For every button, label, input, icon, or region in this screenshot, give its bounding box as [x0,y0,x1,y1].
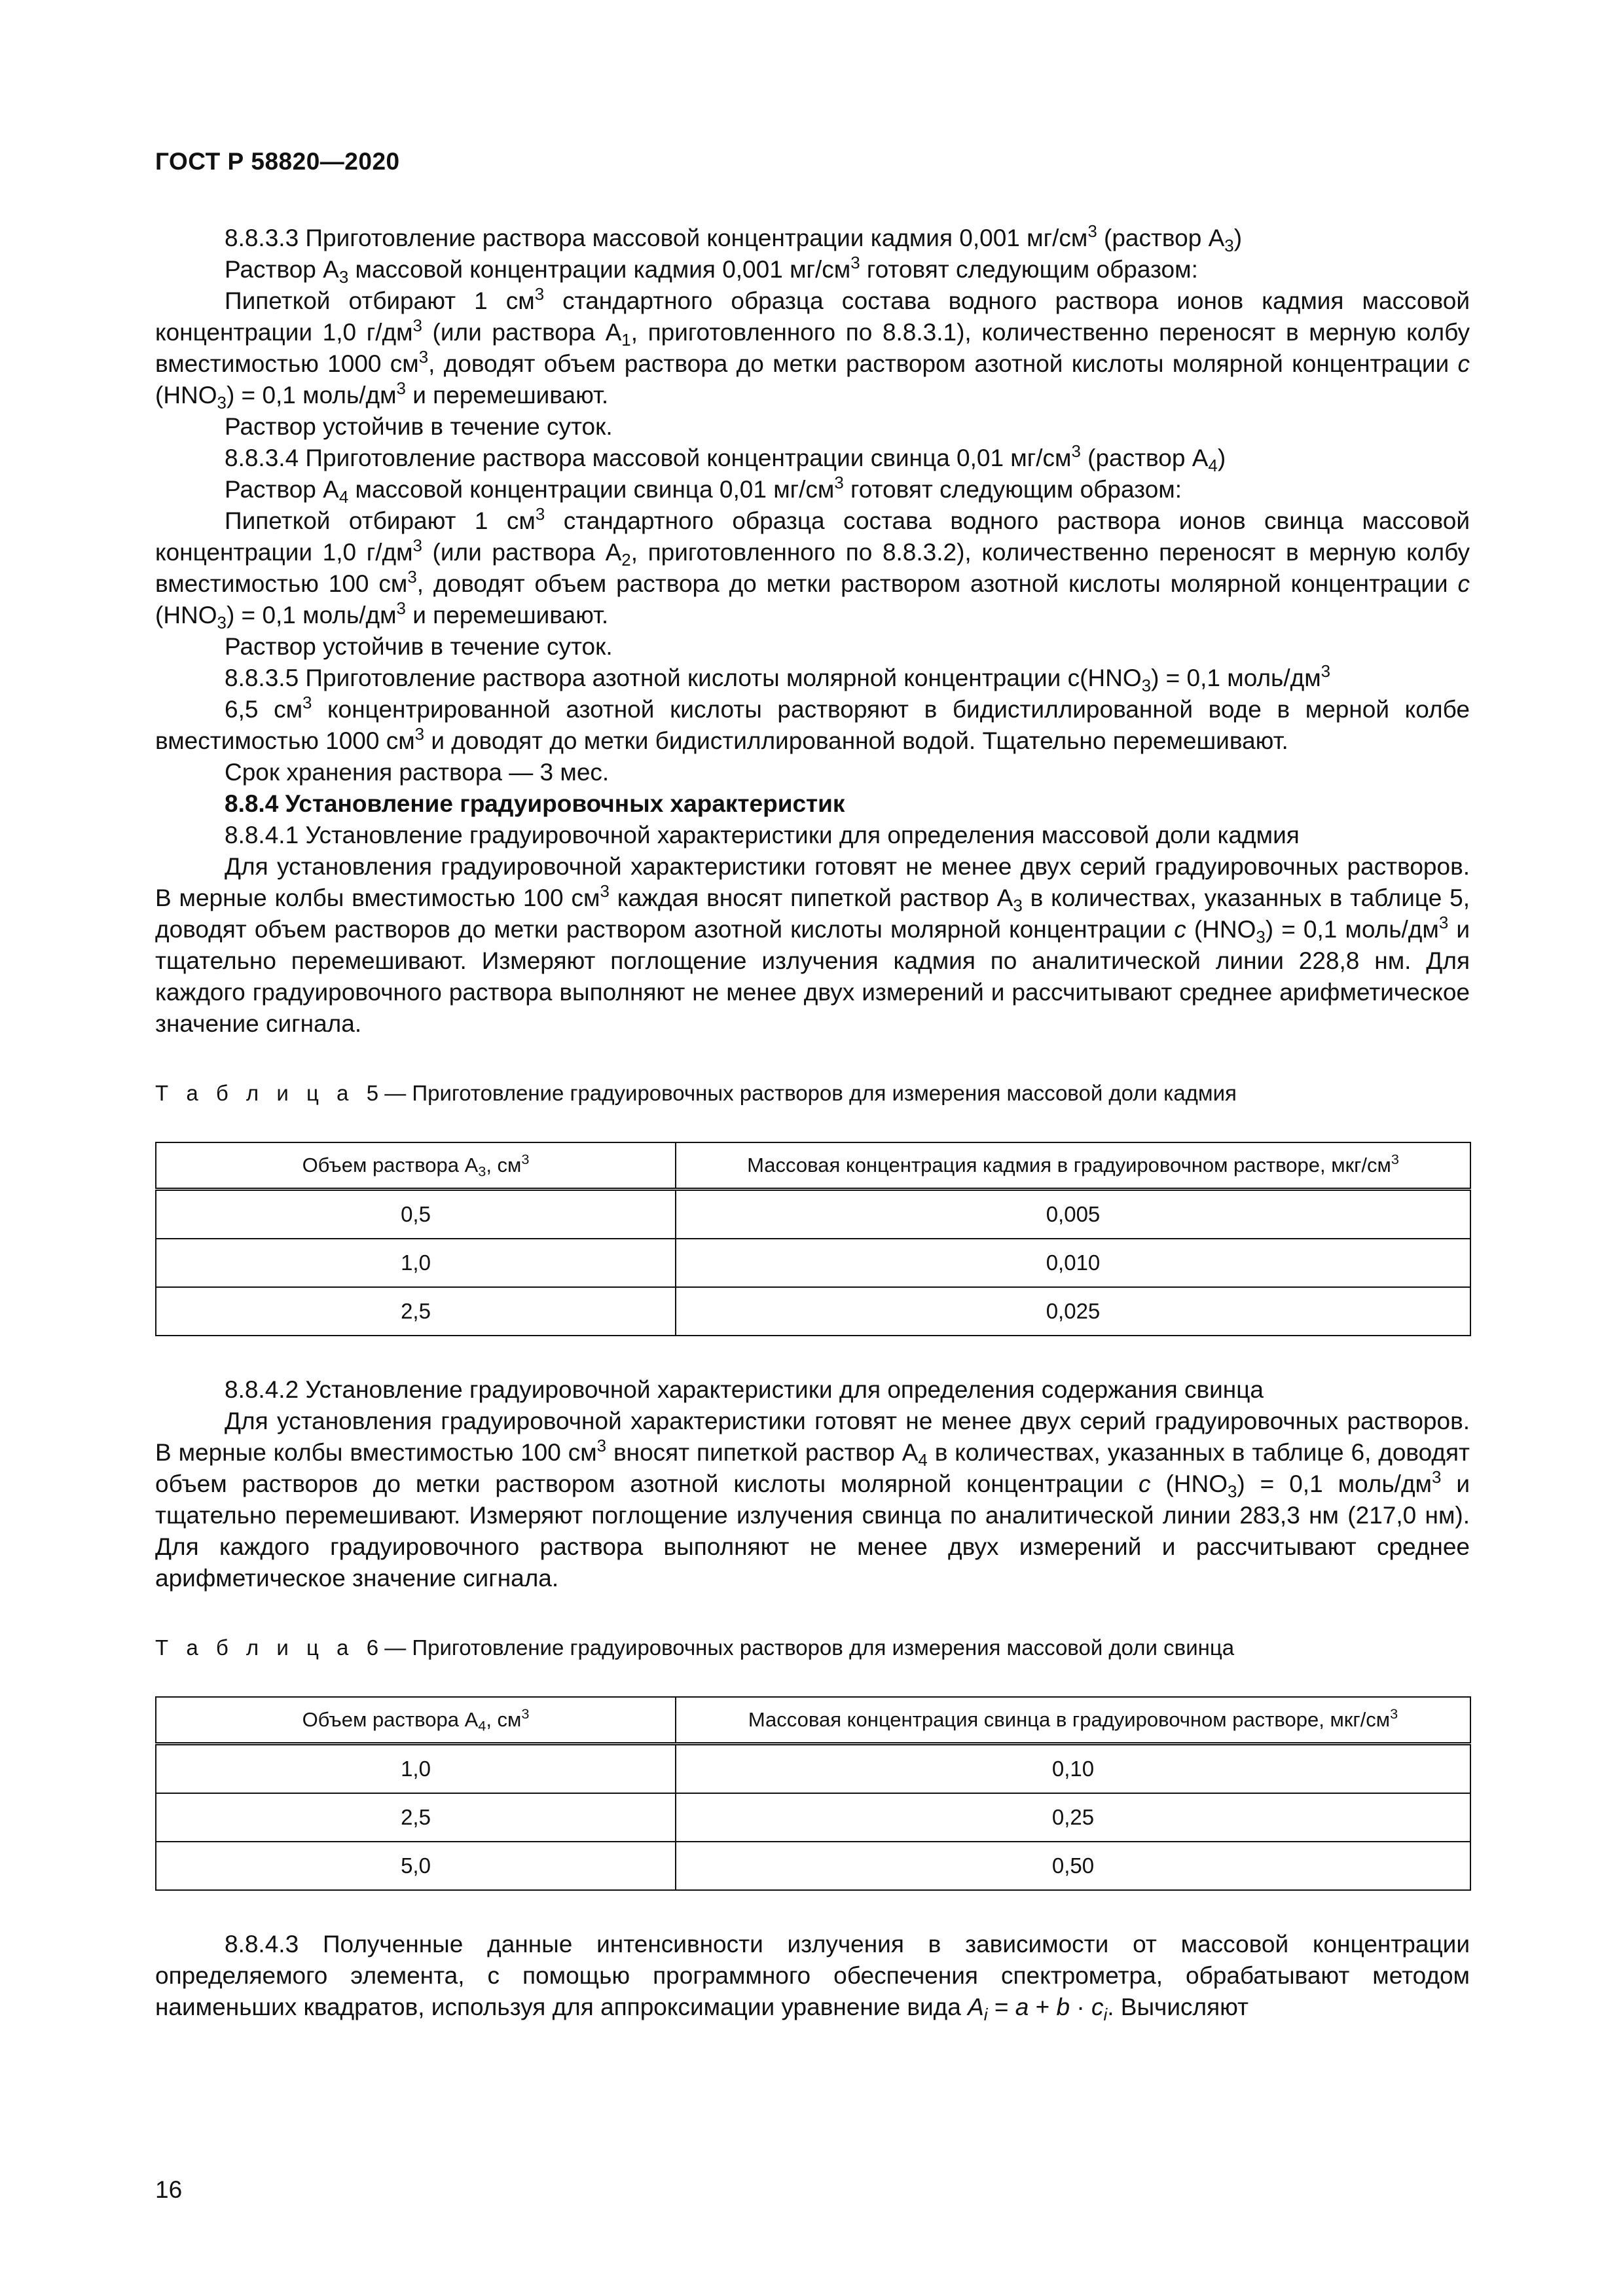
para-lead-calibration: Для установления градуировочной характеристики готовят не менее двух серий градуировочных растворов. В мерные колбы вместимостью 100 $см^3$ вносят пипеткой раствор $А_4$ в количествах, указанных в таблице 6, доводят объем растворов до метки раствором азотной кислоты молярной концентрации c $(HNO_3) = 0,1$ моль/$дм^3$ и тщательно перемешивают. Измеряют поглощение излучения свинца по аналитической линии 283,3 нм (217,0 нм). Для каждого градуировочного раствора выполняют не менее двух измерений и рассчитывают среднее арифметическое значение сигнала. [155,1408,1470,1592]
page-number: 16 [155,2176,183,2203]
para-8-8-3-3: 8.8.3.3 Приготовление раствора массовой концентрации кадмия 0,001 $мг/см^3$ (раствор $А_3$) [225,222,1243,255]
table-cell: 0,10 [676,1744,1470,1794]
table-header-row [156,1142,1470,1190]
table6-caption: Т а б л и ц а 6 — Приготовление градуировочных растворов для измерения массовой доли свинца [155,1635,1235,1660]
para-pipette-cadmium: Пипеткой отбирают 1 $см^3$ стандартного образца состава водного раствора ионов кадмия массовой концентрации 1,0 $г/дм^3$ (или раствора $А_1$, приготовленного по 8.8.3.1), количественно переносят в мерную колбу вместимостью 1000 $см^3$, доводят объем раствора до метки раствором азотной кислоты молярной концентрации c $(HNO_3) = 0,1$ моль/$дм^3$ и перемешивают. [155,285,1470,412]
para-solution-a3: Раствор $А_3$ массовой концентрации кадмия 0,001 $мг/см^3$ готовят следующим образом: [225,253,1198,287]
table5-col-concentration: Массовая концентрация кадмия в градуировочном растворе, мкг/$см^3$ [676,1142,1470,1190]
table-5 [155,1142,1471,1336]
para-8-8-4-2: 8.8.4.2 Установление градуировочной характеристики для определения содержания свинца [225,1376,1264,1403]
table-cell: 5,0 [156,1842,676,1890]
para-8-8-4-1: 8.8.4.1 Установление градуировочной характеристики для определения массовой доли кадмия [225,822,1300,848]
table6-col-volume: Объем раствора $А_4$, $см^3$ [156,1697,676,1744]
section-8-8-4-heading: 8.8.4 Установление градуировочных характеристик [225,790,845,817]
document-body [155,223,1470,2023]
table-cell: 0,010 [676,1239,1470,1287]
para-stability-1: Раствор устойчив в течение суток. [225,413,613,440]
table-header-row [156,1697,1470,1744]
table-6 [155,1696,1471,1891]
table6-col-concentration: Массовая концентрация свинца в градуировочном растворе, мкг/$см^3$ [676,1697,1470,1744]
para-8-8-3-4: 8.8.3.4 Приготовление раствора массовой концентрации свинца 0,01 $мг/см^3$ (раствор $А_4$) [225,442,1226,475]
table-cell: 1,0 [156,1744,676,1794]
table-row [156,1744,1470,1794]
para-solution-a4: Раствор $А_4$ массовой концентрации свинца 0,01 $мг/см^3$ готовят следующим образом: [225,473,1182,507]
table-cell: 0,005 [676,1190,1470,1239]
document-code: ГОСТ Р 58820—2020 [155,148,400,175]
para-pipette-lead: Пипеткой отбирают 1 $см^3$ стандартного образца состава водного раствора ионов свинца массовой концентрации 1,0 $г/дм^3$ (или раствора $А_2$, приготовленного по 8.8.3.2), количественно переносят в мерную колбу вместимостью 100 $см^3$, доводят объем раствора до метки раствором азотной кислоты молярной концентрации c $(HNO_3) = 0,1$ моль/$дм^3$ и перемешивают. [155,505,1470,632]
para-stability-2: Раствор устойчив в течение суток. [225,633,613,660]
table5-col-volume: Объем раствора $А_3$, $см^3$ [156,1142,676,1190]
para-nitric-acid: 6,5 $см^3$ концентрированной азотной кислоты растворяют в бидистиллированной воде в мерной колбе вместимостью 1000 $см^3$ и доводят до метки бидистиллированной водой. Тщательно перемешивают. [155,693,1470,754]
table-cell: 0,25 [676,1793,1470,1842]
para-8-8-4-3: 8.8.4.3 Полученные данные интенсивности излучения в зависимости от массовой концентрации определяемого элемента, с помощью программного обеспечения спектрометра, обрабатывают методом наименьших квадратов, используя для аппроксимации уравнение вида $A_i = a + b \cdot c_i$. Вычисляют [155,1931,1470,2024]
table-row [156,1239,1470,1287]
table-cell: 0,5 [156,1190,676,1239]
table5-caption: Т а б л и ц а 5 — Приготовление градуировочных растворов для измерения массовой доли кадмия [155,1081,1237,1105]
para-cadmium-calibration: Для установления градуировочной характеристики готовят не менее двух серий градуировочных растворов. В мерные колбы вместимостью 100 $см^3$ каждая вносят пипеткой раствор $А_3$ в количествах, указанных в таблице 5, доводят объем растворов до метки раствором азотной кислоты молярной концентрации c $(HNO_3) = 0,1$ моль/$дм^3$ и тщательно перемешивают. Измеряют поглощение излучения кадмия по аналитической линии 228,8 нм. Для каждого градуировочного раствора выполняют не менее двух измерений и рассчитывают среднее арифметическое значение сигнала. [155,853,1470,1037]
table-cell: 0,025 [676,1287,1470,1336]
table-cell: 2,5 [156,1793,676,1842]
table-cell: 0,50 [676,1842,1470,1890]
table-cell: 1,0 [156,1239,676,1287]
table-row [156,1190,1470,1239]
para-storage: Срок хранения раствора — 3 мес. [225,759,610,786]
table-row [156,1842,1470,1890]
para-8-8-3-5: 8.8.3.5 Приготовление раствора азотной кислоты молярной концентрации $c(HNO_3) = 0,1$ моль/$дм^3$ [225,662,1331,695]
table-cell: 2,5 [156,1287,676,1336]
table-row [156,1287,1470,1336]
table-row [156,1793,1470,1842]
